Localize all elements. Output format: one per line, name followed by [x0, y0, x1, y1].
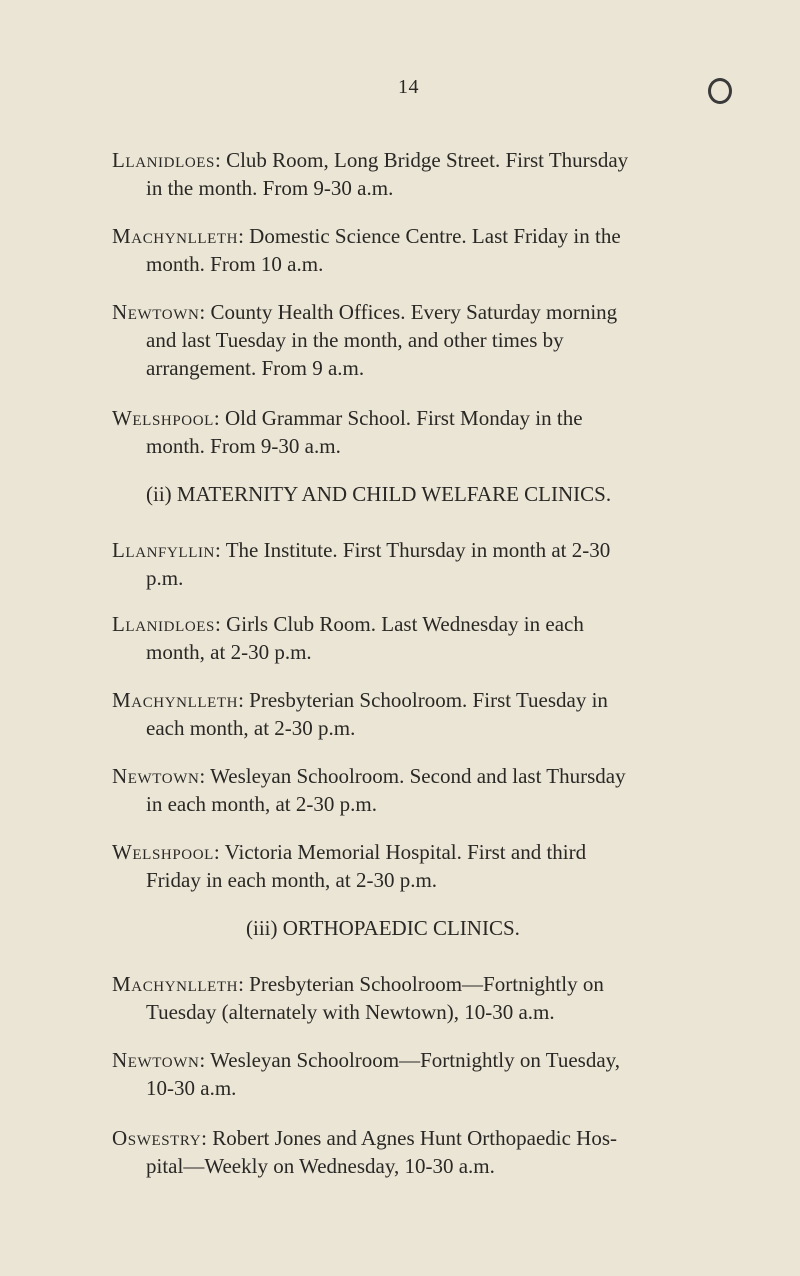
clinic-entry: Machynlleth: Presbyterian Schoolroom—Fortnightly on Tuesday (alternately with Newtown), 10-30 a.m.: [112, 972, 604, 1024]
clinic-entry: Llanidloes: Girls Club Room. Last Wednesday in each month, at 2-30 p.m.: [112, 612, 584, 664]
page-number: 14: [398, 76, 419, 98]
place-name: Llanfyllin: [112, 538, 215, 562]
clinic-entry: Newtown: Wesleyan Schoolroom—Fortnightly on Tuesday, 10-30 a.m.: [112, 1048, 621, 1100]
place-name: Welshpool: [112, 840, 214, 864]
place-name: Newtown: [112, 1048, 200, 1072]
clinic-entry: Welshpool: Victoria Memorial Hospital. First and third Friday in each month, at 2-30 p.m.: [112, 840, 587, 892]
ring-mark-icon: [708, 78, 732, 104]
clinic-entry: Llanidloes: Club Room, Long Bridge Street. First Thursday in the month. From 9-30 a.m.: [112, 148, 629, 200]
place-name: Machynlleth: [112, 688, 239, 712]
place-name: Llanidloes: [112, 612, 215, 636]
clinic-entry: Llanfyllin: The Institute. First Thursday in month at 2-30 p.m.: [112, 538, 611, 590]
place-name: Machynlleth: [112, 972, 239, 996]
place-name: Llanidloes: [112, 148, 215, 172]
clinic-entry: Newtown: County Health Offices. Every Saturday morning and last Tuesday in the month, and other times by arrangement. From 9 a.m.: [112, 300, 618, 380]
clinic-entry: Machynlleth: Domestic Science Centre. Last Friday in the month. From 10 a.m.: [112, 224, 621, 276]
place-name: Oswestry: [112, 1126, 202, 1150]
place-name: Newtown: [112, 300, 200, 324]
clinic-entry: Welshpool: Old Grammar School. First Monday in the month. From 9-30 a.m.: [112, 406, 583, 458]
place-name: Newtown: [112, 764, 200, 788]
clinic-entry: Newtown: Wesleyan Schoolroom. Second and last Thursday in each month, at 2-30 p.m.: [112, 764, 626, 816]
section-heading-orthopaedic: (iii) ORTHOPAEDIC CLINICS.: [246, 916, 520, 940]
clinic-entry: Machynlleth: Presbyterian Schoolroom. First Tuesday in each month, at 2-30 p.m.: [112, 688, 608, 740]
section-heading-maternity: (ii) MATERNITY AND CHILD WELFARE CLINICS.: [146, 482, 612, 506]
place-name: Welshpool: [112, 406, 214, 430]
place-name: Machynlleth: [112, 224, 239, 248]
clinic-entry: Oswestry: Robert Jones and Agnes Hunt Orthopaedic Hos- pital—Weekly on Wednesday, 10-30 a.m.: [112, 1126, 618, 1178]
